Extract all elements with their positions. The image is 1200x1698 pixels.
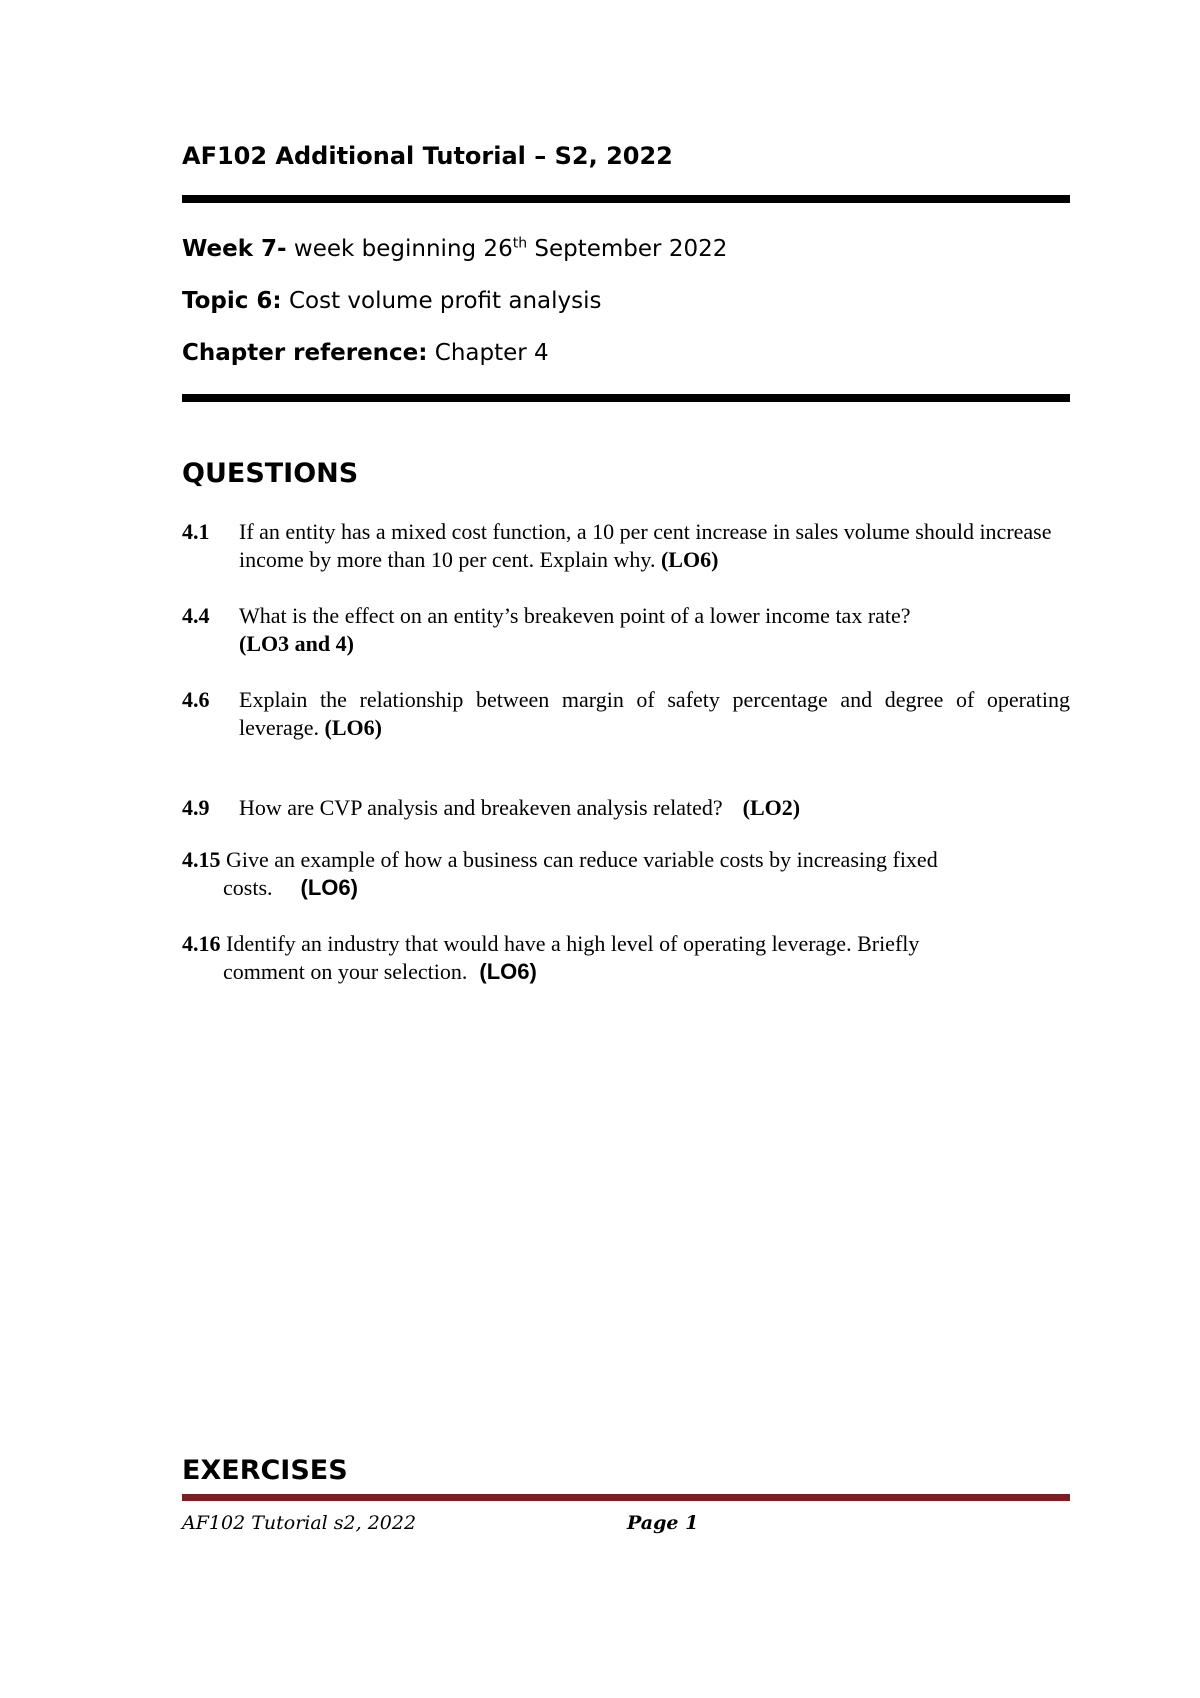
question-text-line1: Give an example of how a business can reduce variable costs by increasing fixed	[220, 847, 938, 872]
learning-outcome: (LO2)	[742, 795, 801, 820]
question-item	[182, 930, 1070, 986]
question-text: How are CVP analysis and breakeven analysis related?	[239, 795, 723, 820]
question-body	[239, 602, 1070, 658]
learning-outcome: (LO6)	[660, 547, 719, 572]
week-text: week beginning 26	[286, 236, 513, 262]
week-text-end: September 2022	[527, 236, 728, 262]
week-superscript: th	[512, 235, 528, 252]
question-body	[182, 846, 1070, 902]
questions-heading: QUESTIONS	[182, 458, 359, 489]
footer-course: AF102 Tutorial s2, 2022	[182, 1512, 417, 1534]
learning-outcome: (LO3 and 4)	[239, 631, 354, 656]
footer-divider	[182, 1494, 1070, 1501]
question-number: 4.1	[182, 519, 210, 544]
exercises-heading: EXERCISES	[182, 1455, 348, 1486]
document-title: AF102 Additional Tutorial – S2, 2022	[182, 142, 673, 170]
chapter-line	[182, 340, 549, 366]
question-item	[182, 686, 1070, 742]
week-label: Week 7-	[182, 236, 287, 262]
footer-page-number: Page 1	[627, 1512, 699, 1534]
question-item	[182, 794, 1070, 822]
question-text: What is the effect on an entity’s breakeven point of a lower income tax rate?	[239, 603, 911, 628]
question-item	[182, 602, 1070, 658]
question-number: 4.9	[182, 795, 210, 820]
learning-outcome: (LO6)	[300, 875, 358, 900]
topic-text: Cost volume profit analysis	[281, 288, 602, 314]
question-item	[182, 518, 1070, 574]
week-line	[182, 236, 727, 262]
question-text: If an entity has a mixed cost function, a 10 per cent increase in sales volume should increase income by more than 10 per cent. Explain why.	[239, 519, 1052, 572]
title-divider	[182, 195, 1070, 203]
question-body	[239, 518, 1070, 574]
question-text-line1: Identify an industry that would have a high level of operating leverage. Briefly	[220, 931, 920, 956]
question-body	[239, 794, 1070, 822]
header-divider	[182, 394, 1070, 402]
learning-outcome: (LO6)	[324, 715, 382, 740]
chapter-text: Chapter 4	[427, 340, 549, 366]
question-number: 4.4	[182, 603, 210, 628]
question-body	[239, 686, 1070, 742]
question-number: 4.15	[182, 847, 221, 872]
question-text-line2: costs.	[223, 875, 273, 900]
question-body	[182, 930, 1070, 986]
chapter-label: Chapter reference:	[182, 340, 428, 366]
learning-outcome: (LO6)	[479, 959, 537, 984]
topic-line	[182, 288, 601, 314]
question-number: 4.16	[182, 931, 221, 956]
question-item	[182, 846, 1070, 902]
topic-label: Topic 6:	[182, 288, 282, 314]
question-text: Explain the relationship between margin of safety percentage and degree of operating leverage.	[239, 687, 1070, 740]
question-number: 4.6	[182, 687, 210, 712]
question-text-line2: comment on your selection.	[223, 959, 468, 984]
